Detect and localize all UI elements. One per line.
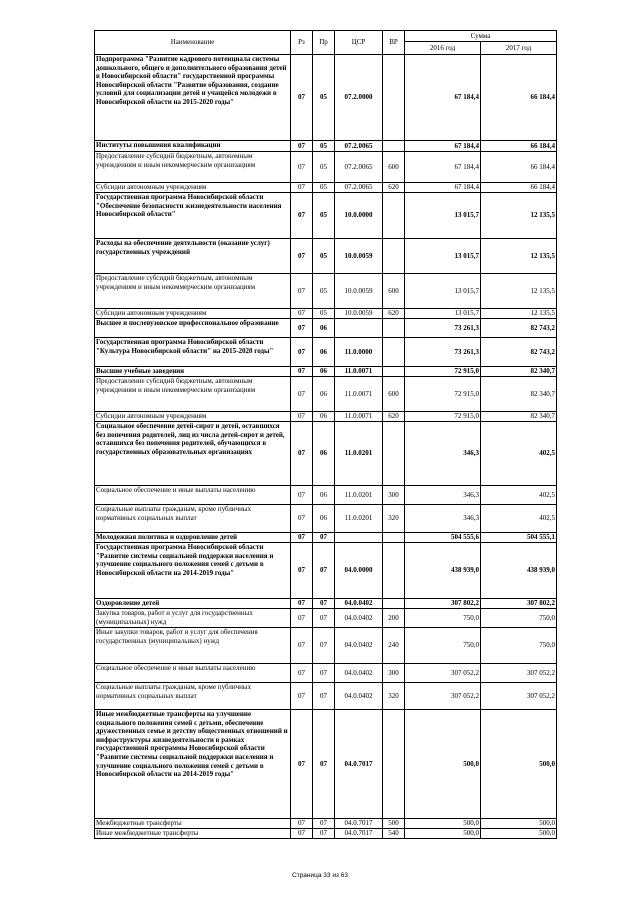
cell-vr: 320	[383, 683, 405, 710]
cell-pr: 07	[313, 683, 335, 710]
cell-sum-2016: 67 184,4	[405, 141, 481, 152]
cell-pr: 05	[313, 141, 335, 152]
cell-csr: 11.0.0071	[335, 412, 383, 422]
cell-csr: 04.0.0402	[335, 683, 383, 710]
cell-name: Социальное обеспечение детей-сирот и детей, оставшихся без попечения родителей, лиц из числа детей-сирот и детей, оставшихся без попечения родителей, обучающихся в государственных образовательных организациях	[95, 422, 291, 486]
cell-vr	[383, 55, 405, 141]
header-rz: Рз	[291, 31, 313, 55]
cell-csr: 10.0.0059	[335, 274, 383, 309]
cell-rz: 07	[291, 338, 313, 367]
cell-name: Межбюджетные трансферты	[95, 819, 291, 829]
cell-name: Социальное обеспечение и иные выплаты населению	[95, 664, 291, 683]
cell-pr: 06	[313, 319, 335, 338]
cell-vr: 620	[383, 412, 405, 422]
cell-sum-2016: 500,0	[405, 819, 481, 829]
header-vr: ВР	[383, 31, 405, 55]
table-row	[95, 193, 557, 239]
cell-sum-2017: 12 135,5	[481, 309, 557, 319]
cell-sum-2017: 307 802,2	[481, 599, 557, 609]
cell-pr: 07	[313, 628, 335, 664]
cell-name: Государственная программа Новосибирской области "Обеспечение безопасности жизнедеятельности населения Новосибирской области"	[95, 193, 291, 239]
cell-rz: 07	[291, 710, 313, 819]
cell-pr: 07	[313, 710, 335, 819]
cell-csr: 04.0.0402	[335, 664, 383, 683]
cell-name: Предоставление субсидий бюджетным, автономным учреждениям и иным некоммерческим организациям	[95, 377, 291, 412]
table-row	[95, 141, 557, 152]
cell-sum-2017: 750,0	[481, 628, 557, 664]
cell-vr	[383, 193, 405, 239]
cell-sum-2016: 750,0	[405, 609, 481, 628]
cell-sum-2017: 500,0	[481, 710, 557, 819]
cell-sum-2016: 13 015,7	[405, 274, 481, 309]
cell-csr: 04.0.0402	[335, 609, 383, 628]
cell-sum-2016: 346,3	[405, 486, 481, 505]
cell-name: Иные межбюджетные трансферты	[95, 829, 291, 839]
cell-sum-2016: 500,0	[405, 710, 481, 819]
cell-csr: 07.2.0065	[335, 152, 383, 183]
cell-sum-2017: 82 340,7	[481, 412, 557, 422]
cell-rz: 07	[291, 183, 313, 193]
table-row	[95, 377, 557, 412]
cell-name: Субсидии автономным учреждениям	[95, 183, 291, 193]
cell-rz: 07	[291, 505, 313, 533]
cell-vr	[383, 543, 405, 599]
cell-pr: 06	[313, 338, 335, 367]
cell-csr: 11.0.0201	[335, 505, 383, 533]
cell-vr: 620	[383, 183, 405, 193]
cell-name: Социальные выплаты гражданам, кроме публичных нормативных социальных выплат	[95, 505, 291, 533]
cell-csr	[335, 533, 383, 543]
cell-vr: 600	[383, 377, 405, 412]
cell-sum-2017: 12 135,5	[481, 193, 557, 239]
cell-csr: 11.0.0201	[335, 486, 383, 505]
cell-name: Государственная программа Новосибирской области "Развитие системы социальной поддержки населения и улучшение социального положения семей с детьми в Новосибирской области на 2014-2019 годы"	[95, 543, 291, 599]
table-row	[95, 543, 557, 599]
cell-vr: 300	[383, 486, 405, 505]
cell-name: Подпрограмма "Развитие кадрового потенциала системы дошкольного, общего и дополнительного образования детей в Новосибирской области" государственной программы Новосибирской области "Развитие образования, создание условий для социализации детей и учащейся молодежи в Новосибирской области на 2015-2020 годы"	[95, 55, 291, 141]
cell-vr	[383, 319, 405, 338]
table-header	[95, 31, 557, 55]
table-row	[95, 338, 557, 367]
table-row	[95, 319, 557, 338]
table-row	[95, 628, 557, 664]
cell-name: Институты повышения квалификации	[95, 141, 291, 152]
cell-sum-2017: 402,5	[481, 486, 557, 505]
cell-sum-2016: 13 015,7	[405, 193, 481, 239]
cell-pr: 05	[313, 274, 335, 309]
cell-rz: 07	[291, 367, 313, 377]
cell-rz: 07	[291, 422, 313, 486]
cell-sum-2016: 346,3	[405, 505, 481, 533]
cell-name: Социальное обеспечение и иные выплаты населению	[95, 486, 291, 505]
cell-csr: 11.0.0071	[335, 377, 383, 412]
cell-csr	[335, 319, 383, 338]
cell-name: Социальные выплаты гражданам, кроме публичных нормативных социальных выплат	[95, 683, 291, 710]
cell-rz: 07	[291, 319, 313, 338]
header-2017: 2017 год	[481, 42, 557, 55]
cell-pr: 07	[313, 543, 335, 599]
cell-name: Государственная программа Новосибирской области "Культура Новосибирской области" на 2015-2020 годы"	[95, 338, 291, 367]
cell-csr: 11.0.0201	[335, 422, 383, 486]
table-row	[95, 367, 557, 377]
cell-vr: 540	[383, 829, 405, 839]
cell-rz: 07	[291, 683, 313, 710]
cell-pr: 06	[313, 422, 335, 486]
table-row	[95, 609, 557, 628]
cell-csr: 10.0.0059	[335, 309, 383, 319]
cell-sum-2017: 307 052,2	[481, 683, 557, 710]
cell-vr	[383, 710, 405, 819]
cell-vr: 320	[383, 505, 405, 533]
header-csr: ЦСР	[335, 31, 383, 55]
cell-sum-2016: 72 915,0	[405, 377, 481, 412]
cell-vr: 500	[383, 819, 405, 829]
cell-name: Предоставление субсидий бюджетным, автономным учреждениям и иным некоммерческим организациям	[95, 152, 291, 183]
cell-rz: 07	[291, 141, 313, 152]
cell-sum-2016: 307 802,2	[405, 599, 481, 609]
cell-pr: 07	[313, 664, 335, 683]
cell-vr: 240	[383, 628, 405, 664]
cell-csr: 07.2.0000	[335, 55, 383, 141]
cell-sum-2016: 67 184,4	[405, 152, 481, 183]
cell-sum-2016: 750,0	[405, 628, 481, 664]
cell-sum-2017: 307 052,2	[481, 664, 557, 683]
cell-rz: 07	[291, 829, 313, 839]
cell-rz: 07	[291, 239, 313, 274]
cell-rz: 07	[291, 274, 313, 309]
cell-csr: 11.0.0000	[335, 338, 383, 367]
cell-name: Субсидии автономным учреждениям	[95, 412, 291, 422]
table-row	[95, 55, 557, 141]
cell-csr: 04.0.7017	[335, 819, 383, 829]
cell-name: Расходы на обеспечение деятельности (оказание услуг) государственных учреждений	[95, 239, 291, 274]
cell-sum-2016: 67 184,4	[405, 55, 481, 141]
cell-sum-2017: 438 939,0	[481, 543, 557, 599]
cell-sum-2017: 500,0	[481, 819, 557, 829]
cell-pr: 05	[313, 309, 335, 319]
cell-pr: 07	[313, 829, 335, 839]
cell-pr: 05	[313, 152, 335, 183]
cell-vr: 620	[383, 309, 405, 319]
cell-pr: 06	[313, 505, 335, 533]
cell-sum-2016: 438 939,0	[405, 543, 481, 599]
cell-pr: 06	[313, 412, 335, 422]
cell-sum-2017: 504 555,1	[481, 533, 557, 543]
header-name: Наименование	[95, 31, 291, 55]
cell-rz: 07	[291, 599, 313, 609]
cell-pr: 07	[313, 609, 335, 628]
cell-rz: 07	[291, 152, 313, 183]
cell-rz: 07	[291, 543, 313, 599]
cell-name: Высшие учебные заведения	[95, 367, 291, 377]
cell-sum-2017: 402,5	[481, 505, 557, 533]
cell-sum-2017: 500,0	[481, 829, 557, 839]
budget-table	[94, 30, 557, 839]
cell-sum-2016: 67 184,4	[405, 183, 481, 193]
cell-pr: 05	[313, 183, 335, 193]
table-row	[95, 599, 557, 609]
cell-csr: 04.0.0402	[335, 599, 383, 609]
table-row	[95, 183, 557, 193]
cell-sum-2017: 750,0	[481, 609, 557, 628]
cell-sum-2017: 66 184,4	[481, 55, 557, 141]
cell-name: Предоставление субсидий бюджетным, автономным учреждениям и иным некоммерческим организациям	[95, 274, 291, 309]
table-row	[95, 505, 557, 533]
table-row	[95, 533, 557, 543]
cell-sum-2016: 500,0	[405, 829, 481, 839]
cell-csr: 10.0.0000	[335, 193, 383, 239]
cell-vr	[383, 367, 405, 377]
cell-rz: 07	[291, 533, 313, 543]
cell-vr	[383, 533, 405, 543]
table-row	[95, 309, 557, 319]
cell-rz: 07	[291, 664, 313, 683]
cell-name: Иные закупки товаров, работ и услуг для обеспечения государственных (муниципальных) нужд	[95, 628, 291, 664]
cell-sum-2017: 402,5	[481, 422, 557, 486]
cell-csr: 10.0.0059	[335, 239, 383, 274]
table-row	[95, 710, 557, 819]
cell-rz: 07	[291, 377, 313, 412]
cell-pr: 05	[313, 193, 335, 239]
cell-sum-2016: 72 915,0	[405, 412, 481, 422]
page-number: Страница 33 из 63	[292, 872, 348, 879]
cell-vr	[383, 338, 405, 367]
cell-rz: 07	[291, 55, 313, 141]
cell-sum-2016: 72 915,0	[405, 367, 481, 377]
cell-sum-2017: 66 184,4	[481, 183, 557, 193]
cell-rz: 07	[291, 819, 313, 829]
cell-csr: 04.0.0402	[335, 628, 383, 664]
table-row	[95, 422, 557, 486]
table-row	[95, 819, 557, 829]
cell-pr: 05	[313, 55, 335, 141]
cell-csr: 07.2.0065	[335, 183, 383, 193]
table-row	[95, 239, 557, 274]
cell-sum-2016: 307 052,2	[405, 683, 481, 710]
cell-name: Оздоровление детей	[95, 599, 291, 609]
cell-name: Высшее и послевузовское профессиональное образование	[95, 319, 291, 338]
cell-csr: 04.0.7017	[335, 710, 383, 819]
cell-sum-2017: 66 184,4	[481, 141, 557, 152]
cell-sum-2016: 307 052,2	[405, 664, 481, 683]
cell-vr: 600	[383, 274, 405, 309]
cell-pr: 07	[313, 533, 335, 543]
cell-sum-2017: 66 184,4	[481, 152, 557, 183]
header-sum: Сумма	[405, 31, 557, 42]
cell-vr: 200	[383, 609, 405, 628]
cell-name: Иные межбюджетные трансферты на улучшение социального положения семей с детьми, обеспечение дружественных семье и детству общественных отношений и инфраструктуры жизнедеятельности в рамках государственной программы Новосибирской области "Развитие системы социальной поддержки населения и улучшение социального положения семей с детьми в Новосибирской области на 2014-2019 годы"	[95, 710, 291, 819]
cell-rz: 07	[291, 193, 313, 239]
cell-pr: 06	[313, 486, 335, 505]
table-row	[95, 664, 557, 683]
cell-vr	[383, 141, 405, 152]
cell-csr: 04.0.7017	[335, 829, 383, 839]
cell-vr	[383, 422, 405, 486]
cell-sum-2017: 82 743,2	[481, 338, 557, 367]
cell-sum-2016: 13 015,7	[405, 239, 481, 274]
cell-name: Закупка товаров, работ и услуг для государственных (муниципальных) нужд	[95, 609, 291, 628]
cell-csr: 11.0.0071	[335, 367, 383, 377]
cell-pr: 05	[313, 239, 335, 274]
table-row	[95, 486, 557, 505]
cell-csr: 07.2.0065	[335, 141, 383, 152]
cell-rz: 07	[291, 628, 313, 664]
cell-sum-2016: 346,3	[405, 422, 481, 486]
cell-sum-2016: 13 015,7	[405, 309, 481, 319]
cell-rz: 07	[291, 412, 313, 422]
table-row	[95, 829, 557, 839]
cell-sum-2016: 73 261,3	[405, 338, 481, 367]
cell-vr	[383, 239, 405, 274]
cell-rz: 07	[291, 486, 313, 505]
table-row	[95, 683, 557, 710]
cell-vr: 300	[383, 664, 405, 683]
cell-sum-2016: 73 261,3	[405, 319, 481, 338]
cell-sum-2017: 12 135,5	[481, 274, 557, 309]
table-body	[95, 55, 557, 839]
cell-pr: 07	[313, 599, 335, 609]
header-pr: Пр	[313, 31, 335, 55]
cell-pr: 07	[313, 819, 335, 829]
table-row	[95, 152, 557, 183]
table-row	[95, 274, 557, 309]
cell-name: Субсидии автономным учреждениям	[95, 309, 291, 319]
header-2016: 2016 год	[405, 42, 481, 55]
cell-vr: 600	[383, 152, 405, 183]
cell-vr	[383, 599, 405, 609]
cell-pr: 06	[313, 367, 335, 377]
cell-rz: 07	[291, 609, 313, 628]
table-row	[95, 412, 557, 422]
cell-name: Молодежная политика и оздоровление детей	[95, 533, 291, 543]
cell-sum-2017: 12 135,5	[481, 239, 557, 274]
cell-rz: 07	[291, 309, 313, 319]
cell-sum-2017: 82 340,7	[481, 377, 557, 412]
cell-sum-2017: 82 340,7	[481, 367, 557, 377]
cell-sum-2017: 82 743,2	[481, 319, 557, 338]
cell-sum-2016: 504 555,6	[405, 533, 481, 543]
cell-csr: 04.0.0000	[335, 543, 383, 599]
cell-pr: 06	[313, 377, 335, 412]
